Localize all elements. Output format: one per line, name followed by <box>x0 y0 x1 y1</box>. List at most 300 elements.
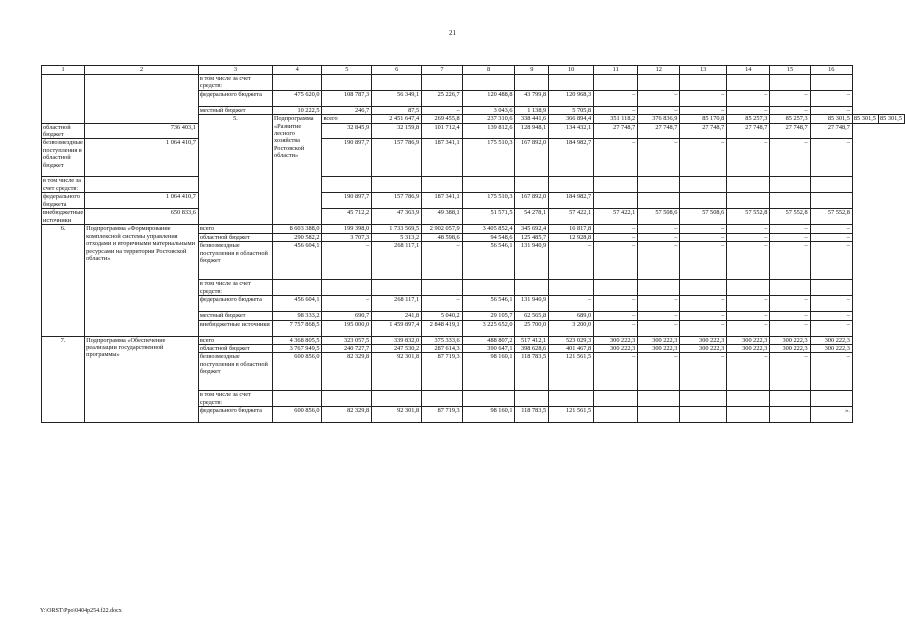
fund-source-label: в том числе за счет средств: <box>198 75 272 91</box>
value-cell: 139 812,6 <box>462 123 515 139</box>
value-cell: 32 845,9 <box>322 123 372 139</box>
value-cell: – <box>727 225 770 233</box>
empty-cell <box>727 280 770 296</box>
value-cell: – <box>638 225 680 233</box>
value-cell: 85 301,5 <box>810 115 852 123</box>
value-cell: 98 333,2 <box>272 312 322 320</box>
value-cell: – <box>638 106 680 114</box>
value-cell <box>727 407 770 423</box>
value-cell: – <box>680 242 727 280</box>
value-cell: – <box>727 106 770 114</box>
p5-regional-row <box>42 123 905 139</box>
value-cell: 27 748,7 <box>810 123 852 139</box>
value-cell: 101 712,4 <box>422 123 463 139</box>
value-cell: – <box>422 242 463 280</box>
value-cell: 134 432,1 <box>549 123 594 139</box>
value-cell: 120 488,8 <box>462 90 515 106</box>
value-cell: – <box>727 320 770 336</box>
empty-cell <box>515 75 549 91</box>
value-cell: – <box>727 296 770 312</box>
value-cell: 57 508,6 <box>680 209 727 225</box>
value-cell: – <box>594 296 638 312</box>
value-cell: – <box>594 233 638 241</box>
empty-cell <box>638 280 680 296</box>
value-cell: – <box>594 242 638 280</box>
value-cell: – <box>680 353 727 391</box>
empty-cell <box>322 75 372 91</box>
value-cell: – <box>638 312 680 320</box>
value-cell: 390 647,1 <box>462 345 515 353</box>
value-cell: 300 222,3 <box>594 345 638 353</box>
empty-cell <box>680 391 727 407</box>
value-cell: – <box>810 353 852 391</box>
value-cell: 92 301,8 <box>372 353 422 391</box>
value-cell: 268 117,1 <box>372 242 422 280</box>
value-cell: 167 892,0 <box>515 193 549 209</box>
value-cell: 87 719,3 <box>422 407 463 423</box>
value-cell: 5 705,8 <box>549 106 594 114</box>
fund-source-label: в том числе за счет средств: <box>198 391 272 407</box>
value-cell: 131 940,9 <box>515 296 549 312</box>
value-cell: 199 398,0 <box>322 225 372 233</box>
value-cell: 118 783,5 <box>515 353 549 391</box>
value-cell: 690,7 <box>322 312 372 320</box>
value-cell: 517 412,1 <box>515 336 549 344</box>
value-cell: 118 783,5 <box>515 407 549 423</box>
value-cell: 54 278,1 <box>515 209 549 225</box>
value-cell: 7 757 868,5 <box>272 320 322 336</box>
value-cell: 27 748,7 <box>638 123 680 139</box>
value-cell: 48 598,6 <box>422 233 463 241</box>
value-cell: 456 604,1 <box>272 296 322 312</box>
value-cell <box>680 407 727 423</box>
value-cell: 237 310,6 <box>462 115 515 123</box>
empty-cell <box>422 75 463 91</box>
value-cell: – <box>322 296 372 312</box>
value-cell: 51 571,5 <box>462 209 515 225</box>
value-cell: 62 565,8 <box>515 312 549 320</box>
value-cell: 120 968,3 <box>549 90 594 106</box>
value-cell: 56 546,1 <box>462 296 515 312</box>
value-cell: 85 257,3 <box>770 115 810 123</box>
value-cell: 269 455,8 <box>422 115 463 123</box>
value-cell: – <box>727 233 770 241</box>
value-cell: 268 117,1 <box>372 296 422 312</box>
fund-source-label: всего <box>322 115 372 123</box>
value-cell: 3 707,3 <box>322 233 372 241</box>
value-cell: 27 748,7 <box>770 123 810 139</box>
value-cell: – <box>549 296 594 312</box>
value-cell: 300 222,3 <box>594 336 638 344</box>
value-cell: 57 552,8 <box>727 209 770 225</box>
fund-source-label: федерального бюджета <box>42 193 85 209</box>
value-cell: 121 561,5 <box>549 353 594 391</box>
value-cell: – <box>727 353 770 391</box>
value-cell: – <box>680 320 727 336</box>
empty-cell <box>462 280 515 296</box>
empty-cell <box>680 177 727 193</box>
value-cell: 125 485,7 <box>515 233 549 241</box>
value-cell: 456 604,1 <box>272 242 322 280</box>
p5-gratuitous-row <box>42 139 905 177</box>
column-number: 8 <box>462 66 515 75</box>
value-cell: – <box>770 242 810 280</box>
fund-source-label: областной бюджет <box>198 345 272 353</box>
value-cell: – <box>770 353 810 391</box>
empty-cell <box>549 391 594 407</box>
value-cell: 128 948,1 <box>515 123 549 139</box>
column-number: 5 <box>322 66 372 75</box>
empty-cell <box>549 75 594 91</box>
empty-cell <box>85 177 199 193</box>
value-cell: 57 422,1 <box>549 209 594 225</box>
empty-cell <box>272 75 322 91</box>
value-cell: 85 170,8 <box>680 115 727 123</box>
empty-cell <box>810 280 852 296</box>
value-cell: – <box>810 320 852 336</box>
value-cell: 56 546,1 <box>462 242 515 280</box>
value-cell: 1 459 897,4 <box>372 320 422 336</box>
value-cell: 45 712,2 <box>322 209 372 225</box>
value-cell: 25 700,0 <box>515 320 549 336</box>
empty-cell <box>638 391 680 407</box>
value-cell: 5 313,2 <box>372 233 422 241</box>
value-cell: 8 603 388,0 <box>272 225 322 233</box>
value-cell: 190 897,7 <box>322 193 372 209</box>
value-cell: 4 368 805,5 <box>272 336 322 344</box>
value-cell: 1 138,9 <box>515 106 549 114</box>
empty-cell <box>372 280 422 296</box>
value-cell: 131 940,9 <box>515 242 549 280</box>
column-number: 4 <box>272 66 322 75</box>
subprogram-name: Подпрограмма «Формирование комплексной системы управления отходами и вторичными материальными ресурсами на территории Ростовской области» <box>85 225 199 336</box>
value-cell: 85 257,3 <box>727 115 770 123</box>
subprogram-number: 7. <box>42 336 85 423</box>
fund-source-label: федерального бюджета <box>198 296 272 312</box>
value-cell: 82 329,8 <box>322 407 372 423</box>
empty-cell <box>372 75 422 91</box>
value-cell: – <box>680 225 727 233</box>
fund-source-label: безвозмездные поступления в областной бюджет <box>198 353 272 391</box>
value-cell <box>680 193 727 209</box>
value-cell <box>638 193 680 209</box>
value-cell: 300 222,3 <box>680 345 727 353</box>
fund-source-label: областной бюджет <box>198 233 272 241</box>
value-cell: 12 928,8 <box>549 233 594 241</box>
value-cell: – <box>680 106 727 114</box>
p5-federal-row <box>42 193 905 209</box>
empty-cell <box>810 177 852 193</box>
column-number: 7 <box>422 66 463 75</box>
value-cell: 2 451 647,4 <box>372 115 422 123</box>
value-cell: 49 388,1 <box>422 209 463 225</box>
subprogram-name: Подпрограмма «Развитие лесного хозяйства Ростовской области» <box>272 115 322 225</box>
value-cell <box>770 193 810 209</box>
value-cell: 3 405 852,4 <box>462 225 515 233</box>
empty-cell <box>462 177 515 193</box>
value-cell: – <box>810 296 852 312</box>
empty-cell <box>770 75 810 91</box>
value-cell: – <box>680 296 727 312</box>
value-cell: 187 341,1 <box>422 139 463 177</box>
value-cell: 3 200,0 <box>549 320 594 336</box>
value-cell: – <box>638 353 680 391</box>
column-number: 1 <box>42 66 85 75</box>
column-number: 14 <box>727 66 770 75</box>
value-cell: 57 422,1 <box>594 209 638 225</box>
value-cell <box>770 407 810 423</box>
empty-cell <box>810 75 852 91</box>
value-cell <box>727 193 770 209</box>
value-cell: 339 832,0 <box>372 336 422 344</box>
empty-cell <box>462 75 515 91</box>
value-cell: 57 508,6 <box>638 209 680 225</box>
empty-cell <box>594 177 638 193</box>
footer-file-path: Y:\ORST\Ppo\0404p254.f22.docx <box>40 608 122 614</box>
value-cell <box>810 193 852 209</box>
empty-cell <box>515 280 549 296</box>
empty-cell <box>594 280 638 296</box>
empty-cell <box>422 177 463 193</box>
value-cell: – <box>810 312 852 320</box>
p5-offbudget-row <box>42 209 905 225</box>
value-cell: – <box>810 233 852 241</box>
value-cell: 32 159,8 <box>372 123 422 139</box>
empty-cell <box>727 75 770 91</box>
empty-cell <box>515 391 549 407</box>
column-number: 3 <box>198 66 272 75</box>
value-cell: – <box>422 106 463 114</box>
fund-source-label: всего <box>198 336 272 344</box>
value-cell: 287 614,3 <box>422 345 463 353</box>
value-cell: 398 628,6 <box>515 345 549 353</box>
value-cell: – <box>680 312 727 320</box>
value-cell: – <box>422 296 463 312</box>
empty-cell <box>422 391 463 407</box>
num-cell <box>42 75 85 124</box>
value-cell: 600 856,0 <box>272 353 322 391</box>
value-cell: 2 902 057,9 <box>422 225 463 233</box>
value-cell: – <box>770 139 810 177</box>
fund-source-label: местный бюджет <box>198 312 272 320</box>
value-cell: 475 620,0 <box>272 90 322 106</box>
value-cell: 167 892,0 <box>515 139 549 177</box>
column-number: 12 <box>638 66 680 75</box>
value-cell: ». <box>810 407 852 423</box>
fund-source-label: федерального бюджета <box>198 407 272 423</box>
value-cell: 300 222,3 <box>770 336 810 344</box>
value-cell: 98 160,1 <box>462 353 515 391</box>
value-cell: – <box>594 312 638 320</box>
value-cell: 94 548,6 <box>462 233 515 241</box>
value-cell: – <box>810 106 852 114</box>
value-cell: – <box>549 242 594 280</box>
value-cell: – <box>727 242 770 280</box>
p6-total-row <box>42 225 905 233</box>
value-cell: 401 467,8 <box>549 345 594 353</box>
value-cell: 247 530,2 <box>372 345 422 353</box>
value-cell: – <box>638 139 680 177</box>
value-cell: 157 786,9 <box>372 193 422 209</box>
value-cell: – <box>638 242 680 280</box>
value-cell: – <box>727 90 770 106</box>
value-cell: 98 160,1 <box>462 407 515 423</box>
value-cell: 27 748,7 <box>680 123 727 139</box>
value-cell: – <box>680 139 727 177</box>
value-cell: 376 836,9 <box>638 115 680 123</box>
value-cell: – <box>727 312 770 320</box>
value-cell: – <box>594 225 638 233</box>
value-cell: – <box>594 106 638 114</box>
empty-cell <box>594 75 638 91</box>
value-cell: 290 582,2 <box>272 233 322 241</box>
value-cell: – <box>594 353 638 391</box>
value-cell: 184 982,7 <box>549 139 594 177</box>
value-cell: 351 118,2 <box>594 115 638 123</box>
value-cell: – <box>594 139 638 177</box>
value-cell: – <box>810 139 852 177</box>
value-cell: 43 799,8 <box>515 90 549 106</box>
value-cell: 1 064 410,7 <box>85 193 199 209</box>
value-cell: 300 222,3 <box>727 336 770 344</box>
column-number-row <box>42 66 905 75</box>
value-cell: 175 510,3 <box>462 139 515 177</box>
value-cell: 523 029,3 <box>549 336 594 344</box>
value-cell: – <box>770 312 810 320</box>
value-cell: 300 222,3 <box>638 336 680 344</box>
empty-cell <box>272 280 322 296</box>
value-cell: 1 064 410,7 <box>85 139 199 177</box>
column-number: 13 <box>680 66 727 75</box>
column-number: 2 <box>85 66 199 75</box>
value-cell: – <box>810 90 852 106</box>
page-number: 21 <box>449 29 456 37</box>
value-cell: 175 510,3 <box>462 193 515 209</box>
value-cell: 57 552,8 <box>770 209 810 225</box>
p7-total-row <box>42 336 905 344</box>
empty-cell <box>770 280 810 296</box>
value-cell: – <box>638 90 680 106</box>
empty-cell <box>462 391 515 407</box>
empty-cell <box>322 177 372 193</box>
value-cell: – <box>594 320 638 336</box>
value-cell: – <box>810 242 852 280</box>
value-cell: – <box>770 320 810 336</box>
value-cell: – <box>322 242 372 280</box>
row-incl <box>42 75 905 91</box>
empty-cell <box>770 177 810 193</box>
value-cell: 246,7 <box>322 106 372 114</box>
value-cell: 157 786,9 <box>372 139 422 177</box>
value-cell: – <box>770 225 810 233</box>
value-cell: – <box>810 225 852 233</box>
fund-source-label: внебюджетные источники <box>198 320 272 336</box>
value-cell: 3 225 652,0 <box>462 320 515 336</box>
value-cell: 56 349,1 <box>372 90 422 106</box>
value-cell: 85 301,5 <box>878 115 904 123</box>
value-cell: – <box>770 90 810 106</box>
fund-source-label: безвозмездные поступления в областной бюджет <box>198 242 272 280</box>
value-cell <box>638 407 680 423</box>
value-cell: 300 222,3 <box>810 336 852 344</box>
value-cell: 27 748,7 <box>727 123 770 139</box>
value-cell: – <box>727 139 770 177</box>
value-cell: – <box>680 233 727 241</box>
subprogram-number: 6. <box>42 225 85 336</box>
value-cell: 57 552,8 <box>810 209 852 225</box>
value-cell: 300 222,3 <box>810 345 852 353</box>
subprogram-name: Подпрограмма «Обеспечение реализации государственной программы» <box>85 336 199 423</box>
value-cell: – <box>638 233 680 241</box>
empty-cell <box>810 391 852 407</box>
name-cell <box>85 75 199 124</box>
empty-cell <box>372 177 422 193</box>
value-cell: 121 561,5 <box>549 407 594 423</box>
value-cell: – <box>770 296 810 312</box>
empty-cell <box>638 75 680 91</box>
fund-source-label: безвозмездные поступления в областной бюджет <box>42 139 85 177</box>
value-cell: – <box>638 296 680 312</box>
value-cell: 92 301,8 <box>372 407 422 423</box>
value-cell: – <box>594 90 638 106</box>
value-cell: 240 727,7 <box>322 345 372 353</box>
value-cell: 600 856,0 <box>272 407 322 423</box>
value-cell: 300 222,3 <box>727 345 770 353</box>
empty-cell <box>770 391 810 407</box>
value-cell: – <box>770 233 810 241</box>
empty-cell <box>272 391 322 407</box>
value-cell: 375 333,6 <box>422 336 463 344</box>
empty-cell <box>638 177 680 193</box>
empty-cell <box>372 391 422 407</box>
fund-source-label: внебюджетные источники <box>43 209 84 224</box>
empty-cell <box>594 391 638 407</box>
value-cell: 488 807,2 <box>462 336 515 344</box>
column-number: 6 <box>372 66 422 75</box>
value-cell: 2 848 419,1 <box>422 320 463 336</box>
subprogram-number: 5. <box>198 115 272 225</box>
column-number: 16 <box>810 66 852 75</box>
value-cell: 650 833,6 <box>85 209 199 225</box>
value-cell: 27 748,7 <box>594 123 638 139</box>
value-cell: – <box>638 320 680 336</box>
column-number: 15 <box>770 66 810 75</box>
value-cell: 29 105,7 <box>462 312 515 320</box>
value-cell: 85 301,5 <box>852 115 878 123</box>
p5-incl-row <box>42 177 905 193</box>
fund-source-label: областной бюджет <box>42 123 85 139</box>
value-cell: 345 692,4 <box>515 225 549 233</box>
fund-source-label: в том числе за счет средств: <box>198 280 272 296</box>
value-cell: 3 767 949,5 <box>272 345 322 353</box>
column-number: 11 <box>594 66 638 75</box>
budget-table <box>41 65 905 423</box>
empty-cell <box>727 177 770 193</box>
value-cell: 108 787,3 <box>322 90 372 106</box>
value-cell: 1 733 569,5 <box>372 225 422 233</box>
fund-source-label: федерального бюджета <box>198 90 272 106</box>
fund-source-label: всего <box>198 225 272 233</box>
value-cell: 689,0 <box>549 312 594 320</box>
value-cell: 366 894,4 <box>549 115 594 123</box>
value-cell: 16 817,8 <box>549 225 594 233</box>
value-cell: – <box>770 106 810 114</box>
value-cell <box>594 193 638 209</box>
value-cell: 187 341,1 <box>422 193 463 209</box>
value-cell: 300 222,3 <box>638 345 680 353</box>
empty-cell <box>549 177 594 193</box>
value-cell <box>594 407 638 423</box>
